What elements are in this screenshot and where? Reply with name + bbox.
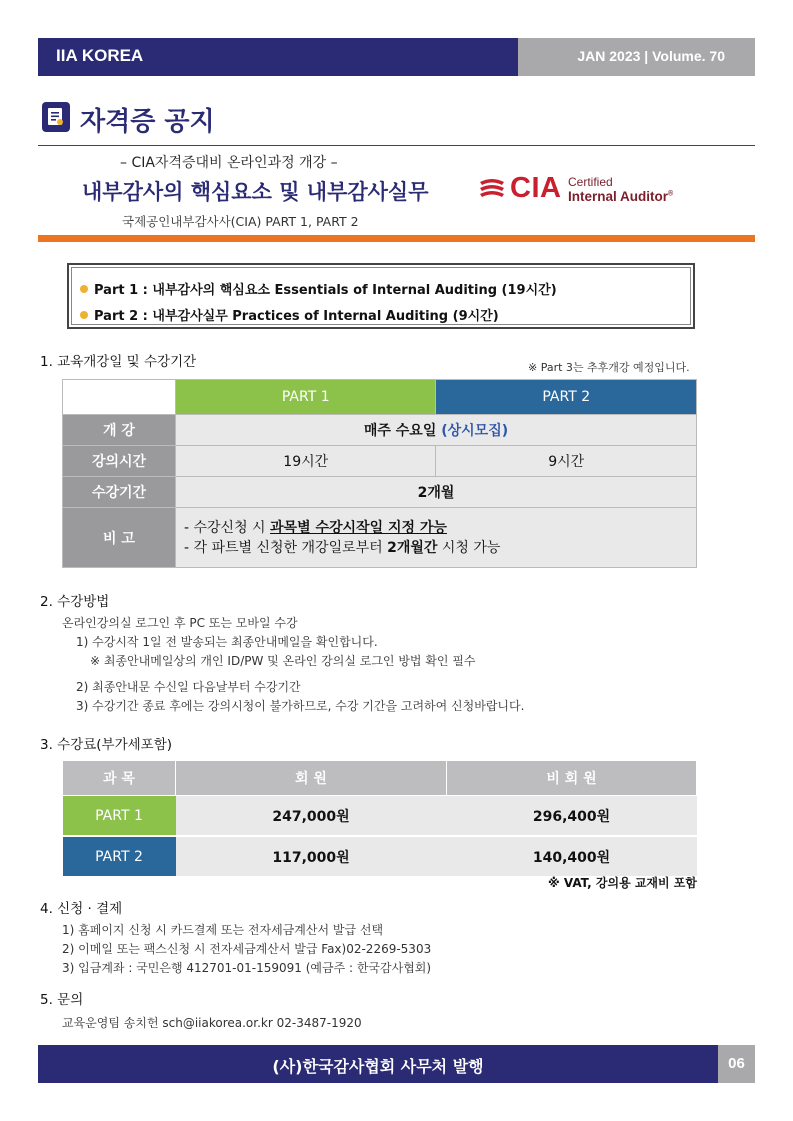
s2-line: 1) 수강시작 1일 전 발송되는 최종안내메일을 확인합니다. xyxy=(76,635,378,649)
cia-line1: Certified xyxy=(568,175,613,189)
divider xyxy=(38,145,755,146)
s5-heading: 5. 문의 xyxy=(40,992,84,1008)
cia-swoosh-icon xyxy=(478,176,506,202)
header-org: IIA KOREA xyxy=(56,46,144,65)
parts-box xyxy=(67,263,695,329)
row-label: 개 강 xyxy=(63,415,176,446)
s4-line: 2) 이메일 또는 팩스신청 시 전자세금계산서 발급 Fax)02-2269-5303 xyxy=(62,942,432,956)
header-issue-band xyxy=(518,38,755,76)
cia-logo xyxy=(478,172,688,208)
page-number: 06 xyxy=(728,1055,745,1072)
s1-heading: 1. 교육개강일 및 수강기간 xyxy=(40,354,197,370)
fee-member: 247,000원 xyxy=(176,796,447,837)
table-corner xyxy=(63,380,176,415)
s2-line: 온라인강의실 로그인 후 PC 또는 모바일 수강 xyxy=(62,616,298,630)
s3-heading: 3. 수강료(부가세포함) xyxy=(40,737,173,753)
row-label: 수강기간 xyxy=(63,477,176,508)
cia-mark-text: CIA xyxy=(510,172,562,204)
fee-part: PART 2 xyxy=(63,836,176,877)
table-row xyxy=(63,796,697,837)
hours-part2: 9시간 xyxy=(436,446,697,477)
col-subject: 과 목 xyxy=(63,761,176,796)
s1-note: ※ Part 3는 추후개강 예정입니다. xyxy=(528,361,690,374)
s2-heading: 2. 수강방법 xyxy=(40,594,110,610)
page-number-box xyxy=(718,1045,755,1083)
row-label: 비 고 xyxy=(63,508,176,568)
part-item: Part 2 : 내부감사실무 Practices of Internal Auditing (9시간) xyxy=(80,305,499,324)
col-part1: PART 1 xyxy=(176,380,436,415)
bullet-dot-icon xyxy=(80,285,88,293)
section-title: 자격증 공지 xyxy=(80,107,215,137)
schedule-table xyxy=(62,379,697,568)
s2-line: 2) 최종안내문 수신일 다음날부터 수강기간 xyxy=(76,680,301,694)
note-value: - 수강신청 시 과목별 수강시작일 지정 가능 - 각 파트별 신청한 개강일로부터 2개월간 시청 가능 xyxy=(176,508,697,568)
fee-table xyxy=(62,760,697,878)
row-label: 강의시간 xyxy=(63,446,176,477)
fee-part: PART 1 xyxy=(63,796,176,837)
header-org-band xyxy=(38,38,518,76)
col-nonmember: 비 회 원 xyxy=(447,761,697,796)
headline-subtitle: – CIA자격증대비 온라인과정 개강 – xyxy=(120,155,338,171)
fee-member: 117,000원 xyxy=(176,836,447,877)
col-part2: PART 2 xyxy=(436,380,697,415)
bullet-dot-icon xyxy=(80,311,88,319)
part-item: Part 1 : 내부감사의 핵심요소 Essentials of Internal Auditing (19시간) xyxy=(80,279,557,298)
col-member: 회 원 xyxy=(176,761,447,796)
cia-line2: Internal Auditor® xyxy=(568,189,674,204)
open-value: 매주 수요일 (상시모집) xyxy=(176,415,697,446)
s4-line: 1) 홈페이지 신청 시 카드결제 또는 전자세금계산서 발급 선택 xyxy=(62,923,384,937)
fee-nonmember: 140,400원 xyxy=(447,836,697,877)
hours-part1: 19시간 xyxy=(176,446,436,477)
fee-footnote: ※ VAT, 강의용 교재비 포함 xyxy=(548,876,697,890)
header-issue: JAN 2023 | Volume. 70 xyxy=(577,48,725,64)
document-icon xyxy=(42,102,70,132)
headline-caption: 국제공인내부감사사(CIA) PART 1, PART 2 xyxy=(122,214,359,229)
s4-line: 3) 입금계좌 : 국민은행 412701-01-159091 (예금주 : 한국감사협회) xyxy=(62,961,432,975)
table-row xyxy=(63,836,697,877)
s2-line: ※ 최종안내메일상의 개인 ID/PW 및 온라인 강의실 로그인 방법 확인 필수 xyxy=(90,654,476,668)
orange-rule xyxy=(38,235,755,242)
period-value: 2개월 xyxy=(176,477,697,508)
s2-line: 3) 수강기간 종료 후에는 강의시청이 불가하므로, 수강 기간을 고려하여 신청바랍니다. xyxy=(76,699,525,713)
footer-publisher: (사)한국감사협회 사무처 발행 xyxy=(272,1057,484,1076)
s5-contact: 교육운영팀 송치헌 sch@iiakorea.or.kr 02-3487-1920 xyxy=(62,1016,362,1030)
s4-heading: 4. 신청 · 결제 xyxy=(40,901,123,917)
footer-band xyxy=(38,1045,718,1083)
fee-nonmember: 296,400원 xyxy=(447,796,697,837)
headline-title: 내부감사의 핵심요소 및 내부감사실무 xyxy=(82,180,429,204)
